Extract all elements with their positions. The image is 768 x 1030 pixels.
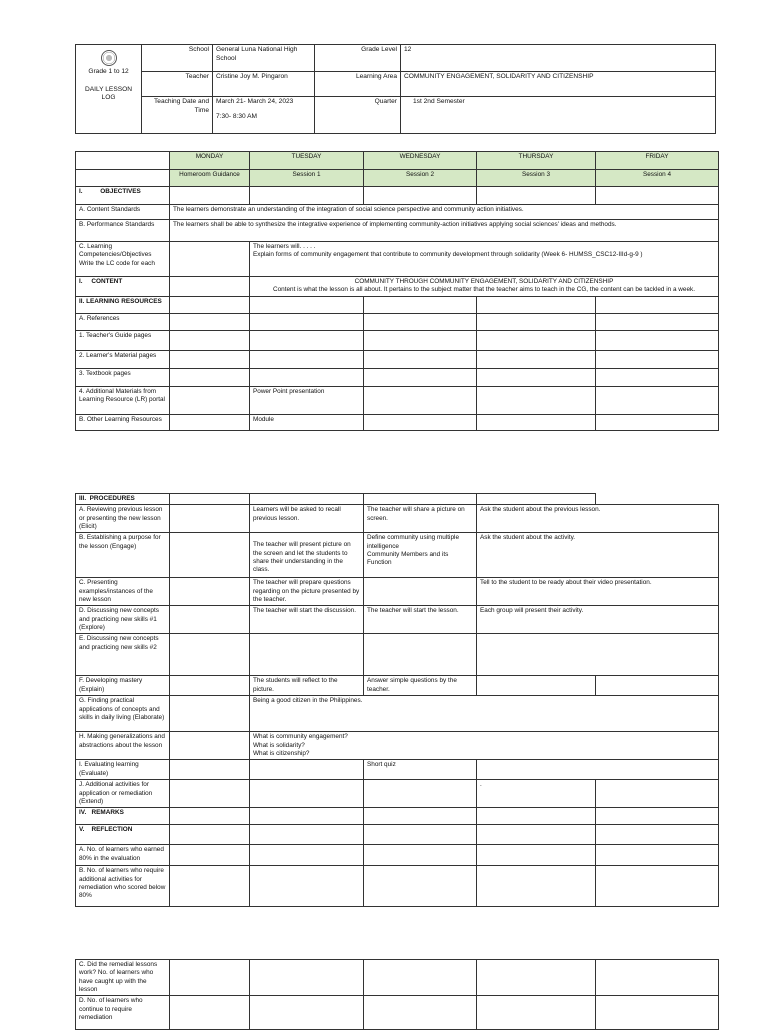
- step-f-tuesday: The students will reflect to the picture.: [250, 676, 364, 696]
- step-c-thursday: Tell to the student to be ready about their video presentation.: [477, 578, 719, 606]
- day-thursday: THURSDAY: [477, 152, 596, 170]
- teacher-value: Cristine Joy M. Pingaron: [213, 72, 315, 97]
- step-g-tuesday: Being a good citizen in the Philippines.: [250, 696, 719, 732]
- grade-label: Grade 1 to 12: [88, 68, 129, 75]
- competencies-value: Explain forms of community engagement that contribute to community development through solidarity (Week 6- HUMSS_CSC12-IIId-g-9 ): [253, 251, 643, 259]
- content-standards-label: A. Content Standards: [76, 205, 170, 220]
- time-value: 7:30- 8:30 AM: [216, 112, 258, 120]
- learners-material-label: 2. Learner's Material pages: [76, 351, 170, 369]
- deped-seal-icon: [101, 50, 117, 66]
- date-value: March 21- March 24, 2023: [216, 98, 294, 105]
- step-a-tuesday: Learners will be asked to recall previous lesson.: [250, 505, 364, 533]
- deped-logo-cell: [76, 45, 142, 134]
- competencies-label: C. Learning Competencies/Objectives Write the LC code for each: [76, 242, 170, 277]
- log-title-2: LOG: [101, 94, 116, 102]
- monday-sub: Homeroom Guidance: [170, 170, 250, 187]
- tuesday-sub: Session 1: [250, 170, 364, 187]
- step-c-label: C. Presenting examples/instances of the new lesson: [76, 578, 170, 606]
- teacher-label: Teacher: [142, 72, 213, 97]
- content-heading: I. CONTENT: [76, 277, 170, 297]
- step-d-tuesday: The teacher will start the discussion.: [250, 606, 364, 634]
- step-a-thursday: Ask the student about the previous lesson.: [477, 505, 719, 533]
- content-standards-value: The learners demonstrate an understanding of the integration of social science perspective and community action initiatives.: [170, 205, 719, 220]
- quarter-value: 1st 2nd Semester: [401, 97, 716, 134]
- content-description: Content is what the lesson is all about. It pertains to the subject matter that the teacher aims to teach in the CG, the content can be tackled in a week.: [272, 286, 696, 294]
- step-d-thursday: Each group will present their activity.: [477, 606, 719, 634]
- step-j-label: J. Additional activities for application or remediation (Extend): [76, 780, 170, 808]
- resources-heading: II. LEARNING RESOURCES: [76, 297, 170, 314]
- step-d-wednesday: The teacher will start the lesson.: [364, 606, 477, 634]
- remarks-heading: IV. REMARKS: [76, 808, 170, 825]
- learning-area-label: Learning Area: [315, 72, 401, 97]
- step-e-label: E. Discussing new concepts and practicing new skills #2: [76, 634, 170, 676]
- performance-standards-value: The learners shall be able to synthesize the integrative experience of implementing community-action initiatives applying social sciences' ideas and methods.: [170, 220, 719, 242]
- log-title-1: DAILY LESSON: [84, 85, 133, 93]
- reflection-a-label: A. No. of learners who earned 80% in the evaluation: [76, 845, 170, 866]
- step-b-label: B. Establishing a purpose for the lesson (Engage): [76, 533, 170, 578]
- step-d-label: D. Discussing new concepts and practicing new skills #1 (Explore): [76, 606, 170, 634]
- teachers-guide-label: 1. Teacher's Guide pages: [76, 331, 170, 351]
- textbook-label: 3. Textbook pages: [76, 369, 170, 387]
- other-resources-value: Module: [250, 415, 364, 431]
- step-f-wednesday: Answer simple questions by the teacher.: [364, 676, 477, 696]
- step-g-label: G. Finding practical applications of concepts and skills in daily living (Elaborate): [76, 696, 170, 732]
- performance-standards-label: B. Performance Standards: [76, 220, 170, 242]
- procedures-table: [75, 493, 719, 907]
- day-wednesday: WEDNESDAY: [364, 152, 477, 170]
- reflection-b-label: B. No. of learners who require additional activities for remediation who scored below 80%: [76, 866, 170, 907]
- content-cell: [250, 277, 719, 297]
- references-label: A. References: [76, 314, 170, 331]
- header-table: [75, 44, 716, 134]
- objectives-heading: I. OBJECTIVES: [76, 187, 170, 205]
- content-title: COMMUNITY THROUGH COMMUNITY ENGAGEMENT, SOLIDARITY AND CITIZENSHIP: [354, 278, 614, 285]
- step-f-label: F. Developing mastery (Explain): [76, 676, 170, 696]
- additional-materials-value: Power Point presentation: [250, 387, 364, 415]
- step-j-thursday: .: [477, 780, 596, 808]
- reflection-d-label: D. No. of learners who continue to require remediation: [76, 996, 170, 1030]
- step-h-tuesday: What is community engagement? What is solidarity? What is citizenship?: [250, 732, 719, 760]
- reflection-heading: V. REFLECTION: [76, 825, 170, 845]
- step-h-label: H. Making generalizations and abstractions about the lesson: [76, 732, 170, 760]
- quarter-label: Quarter: [315, 97, 401, 134]
- step-b-wednesday: Define community using multiple intelligence Community Members and its Function: [364, 533, 477, 578]
- objectives-table: [75, 151, 719, 431]
- procedures-heading: III. PROCEDURES: [76, 494, 170, 505]
- additional-materials-label: 4. Additional Materials from Learning Resource (LR) portal: [76, 387, 170, 415]
- grade-level-label: Grade Level: [315, 45, 401, 72]
- competencies-cell: [250, 242, 719, 277]
- date-label: Teaching Date and Time: [142, 97, 213, 134]
- step-a-wednesday: The teacher will share a picture on screen.: [364, 505, 477, 533]
- reflection-table: [75, 959, 719, 1030]
- competencies-intro: The learners will. . . . .: [253, 243, 316, 250]
- day-tuesday: TUESDAY: [250, 152, 364, 170]
- step-b-tuesday: The teacher will present picture on the screen and let the students to share their understanding in the class.: [250, 533, 364, 578]
- school-label: School: [142, 45, 213, 72]
- other-resources-label: B. Other Learning Resources: [76, 415, 170, 431]
- wednesday-sub: Session 2: [364, 170, 477, 187]
- step-i-wednesday: Short quiz: [364, 760, 477, 780]
- thursday-sub: Session 3: [477, 170, 596, 187]
- grade-level-value: 12: [401, 45, 716, 72]
- step-i-label: I. Evaluating learning (Evaluate): [76, 760, 170, 780]
- step-a-label: A. Reviewing previous lesson or presenting the new lesson (Elicit): [76, 505, 170, 533]
- day-friday: FRIDAY: [596, 152, 719, 170]
- step-c-tuesday: The teacher will prepare questions regarding on the picture presented by the teacher.: [250, 578, 364, 606]
- day-monday: MONDAY: [170, 152, 250, 170]
- school-value: General Luna National High School: [213, 45, 315, 72]
- date-cell: [213, 97, 315, 134]
- learning-area-value: COMMUNITY ENGAGEMENT, SOLIDARITY AND CITIZENSHIP: [401, 72, 716, 97]
- reflection-c-label: C. Did the remedial lessons work? No. of learners who have caught up with the lesson: [76, 960, 170, 996]
- step-b-thursday: Ask the student about the activity.: [477, 533, 719, 578]
- friday-sub: Session 4: [596, 170, 719, 187]
